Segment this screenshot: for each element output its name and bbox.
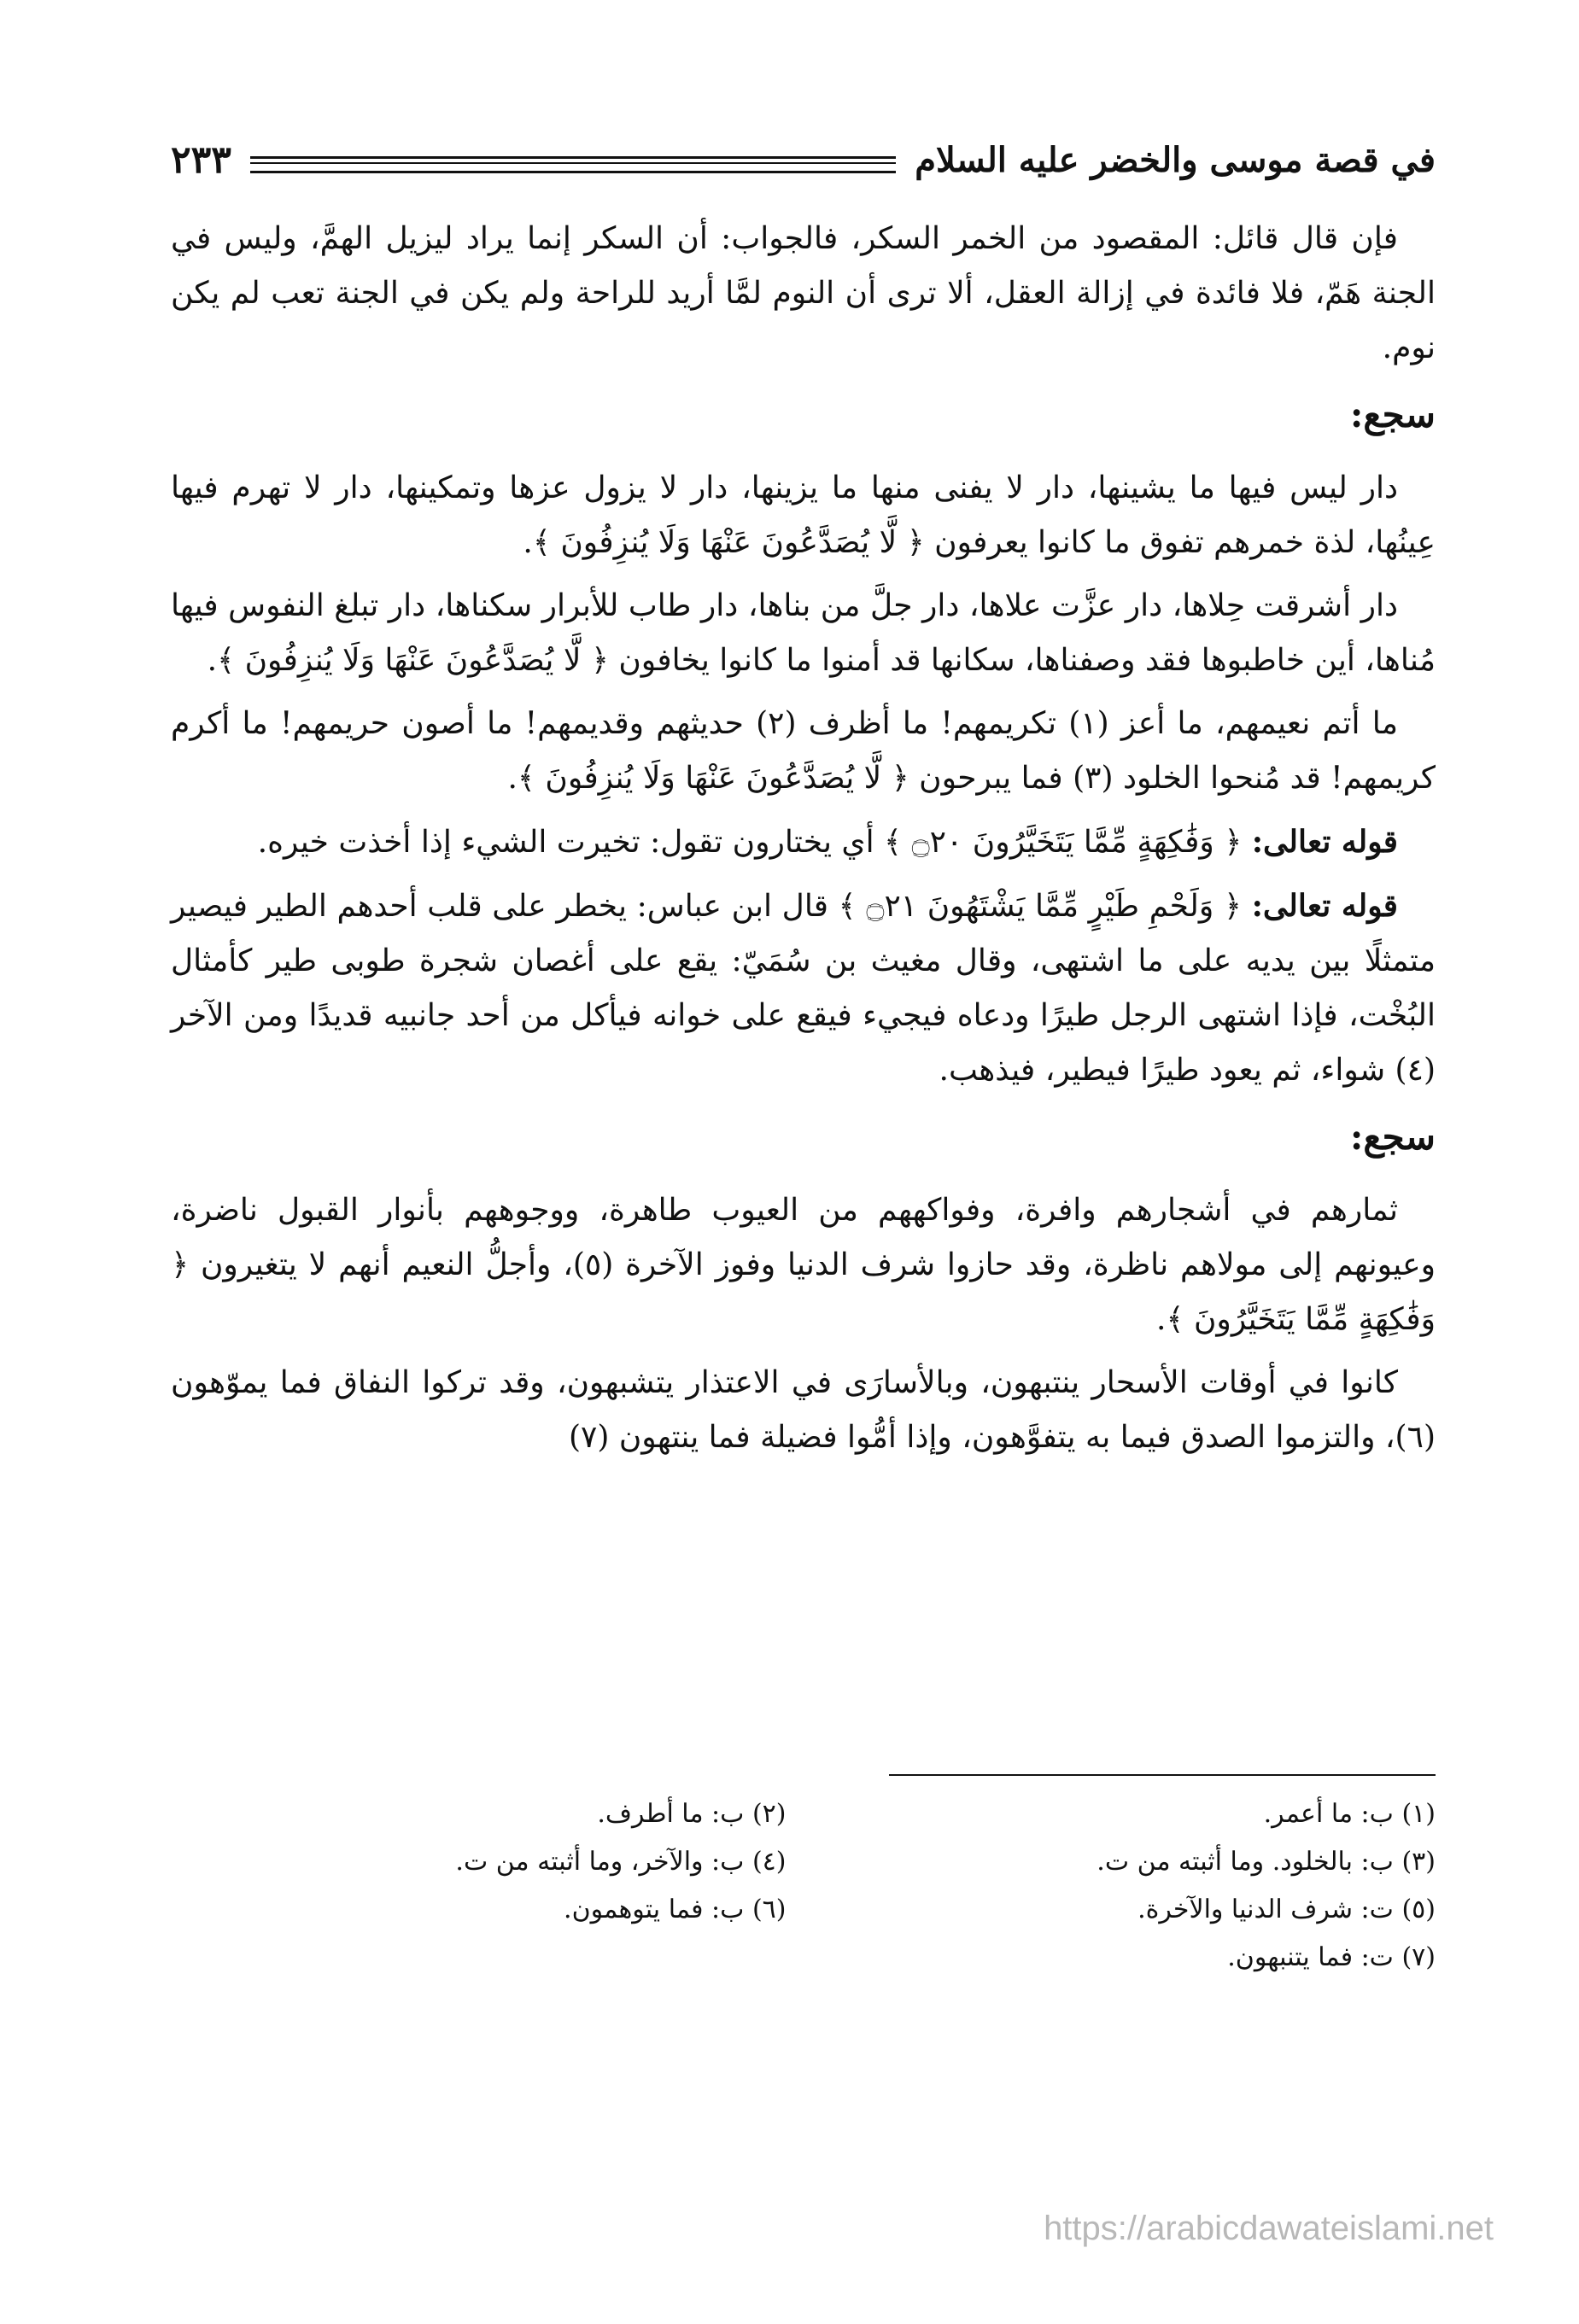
main-text: [171, 212, 1436, 1474]
lead-phrase: قوله تعالى:: [1251, 824, 1398, 860]
paragraph: [171, 879, 1436, 1098]
paragraph: ما أتم نعيمهم، ما أعز (١) تكريمهم! ما أظرف (٢) حديثهم وقديمهم! ما أصون حريمهم! ما أكرم كريمهم! قد مُنحوا الخلود (٣) فما يبرحون ﴿ لَّا يُصَدَّعُونَ عَنْهَا وَلَا يُنزِفُونَ ﴾.: [171, 706, 1436, 796]
paragraph: فإن قال قائل: المقصود من الخمر السكر، فالجواب: أن السكر إنما يراد ليزيل الهمَّ، وليس في الجنة هَمّ، فلا فائدة في إزالة العقل، ألا ترى أن النوم لمَّا أريد للراحة ولم يكن في الجنة تعب لم يكن نوم.: [171, 221, 1436, 365]
paragraph: دار أشرقت حِلاها، دار عزَّت علاها، دار جلَّ من بناها، دار طاب للأبرار سكناها، دار تبلغ النفوس فيها مُناها، أين خاطبوها فقد وصفناها، سكانها قد أمنوا ما كانوا يخافون ﴿ لَّا يُصَدَّعُونَ عَنْهَا وَلَا يُنزِفُونَ ﴾.: [171, 588, 1436, 678]
lead-phrase: قوله تعالى:: [1251, 888, 1399, 924]
footnote-item: (٥) ت: شرف الدنيا والآخرة.: [1137, 1895, 1436, 1924]
paragraph: دار ليس فيها ما يشينها، دار لا يفنى منها ما يزينها، دار لا يزول عزها وتمكينها، دار لا تهرم فيها عِينُها، لذة خمرهم تفوق ما كانوا يعرفون ﴿ لَّا يُصَدَّعُونَ عَنْهَا وَلَا يُنزِفُونَ ﴾.: [171, 470, 1436, 560]
footnote-item: (١) ب: ما أعمر.: [1263, 1799, 1436, 1829]
paragraph: كانوا في أوقات الأسحار ينتبهون، وبالأسارَى في الاعتذار يتشبهون، وقد تركوا النفاق فما يموّهون (٦)، والتزموا الصدق فيما به يتفوَّهون، وإذا أمُّوا فضيلة فما ينتهون (٧): [171, 1365, 1436, 1455]
section-heading: سجع:: [1349, 394, 1436, 435]
header-title: في قصة موسى والخضر عليه السلام: [915, 139, 1436, 180]
footnote-separator: [889, 1774, 1436, 1776]
footnote-item: (٣) ب: بالخلود. وما أثبته من ت.: [1097, 1847, 1436, 1877]
footnote-item: (٧) ت: فما يتنبهون.: [1227, 1942, 1436, 1972]
paragraph: ثمارهم في أشجارهم وافرة، وفواكههم من العيوب طاهرة، ووجوههم بأنوار القبول ناضرة، وعيونهم إلى مولاهم ناظرة، وقد حازوا شرف الدنيا وفوز الآخرة (٥)، وأجلُّ النعيم أنهم لا يتغيرون ﴿ وَفَٰكِهَةٍ مِّمَّا يَتَخَيَّرُونَ ﴾.: [171, 1193, 1436, 1337]
header-rule: [250, 156, 896, 173]
footnote-item: (٢) ب: ما أطرف.: [597, 1799, 787, 1829]
footnotes: [171, 1793, 1436, 1979]
footnote-item: (٤) ب: والآخر، وما أثبته من ت.: [455, 1847, 787, 1877]
running-header: [171, 130, 1436, 190]
page-number: ٢٣٣: [171, 137, 231, 182]
paragraph-body: ﴿ وَلَحْمِ طَيْرٍ مِّمَّا يَشْتَهُونَ ۝٢١ ﴾ قال ابن عباس: يخطر على قلب أحدهم الطير فيصير متمثلًا بين يديه على ما اشتهى، وقال مغيث بن سُمَيّ: يقع على أغصان شجرة طوبى طير كأمثال البُخْت، فإذا اشتهى الرجل طيرًا ودعاه فيجيء فيقع على خوانه فيأكل من أحد جانبيه قديدًا ومن الآخر (٤) شواء، ثم يعود طيرًا فيطير، فيذهب.: [171, 889, 1436, 1088]
watermark-url: https://arabicdawateislami.net: [1044, 2210, 1494, 2247]
paragraph: [171, 815, 1436, 870]
paragraph-body: ﴿ وَفَٰكِهَةٍ مِّمَّا يَتَخَيَّرُونَ ۝٢٠ ﴾ أي يختارون تقول: تخيرت الشيء إذا أخذت خيره.: [257, 825, 1252, 860]
footnote-item: (٦) ب: فما يتوهمون.: [564, 1895, 787, 1924]
section-heading: سجع:: [1349, 1116, 1436, 1158]
